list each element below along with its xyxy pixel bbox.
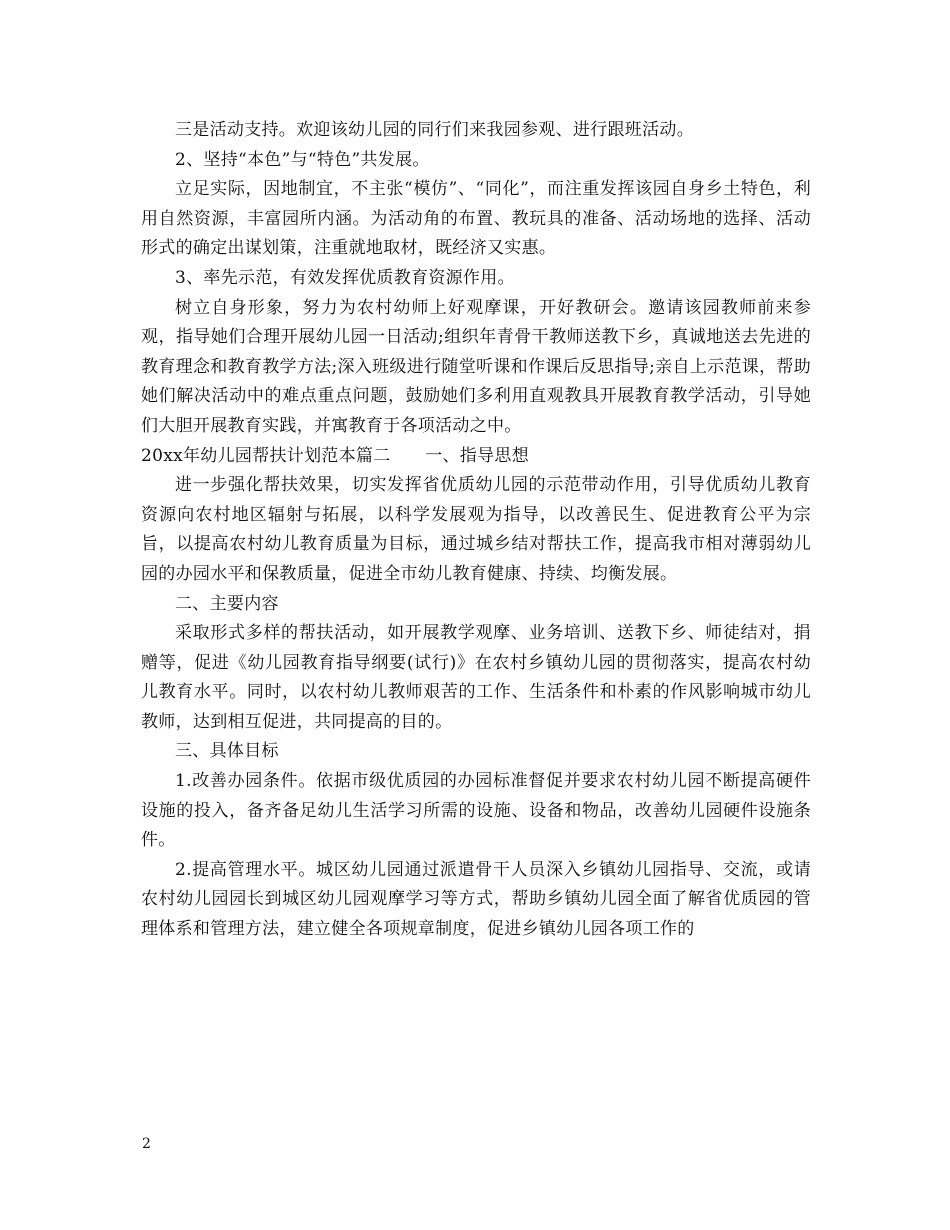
- paragraph-main-content: 采取形式多样的帮扶活动，如开展教学观摩、业务培训、送教下乡、师徒结对，捐赠等，促进《幼儿园教育指导纲要(试行)》在农村乡镇幼儿园的贯彻落实，提高农村幼儿教育水平。同时，以农村幼儿教师艰苦的工作、生活条件和朴素的作风影响城市幼儿教师，达到相互促进，共同提高的目的。: [141, 623, 811, 732]
- paragraph-goal-2: 2.提高管理水平。城区幼儿园通过派遣骨干人员深入乡镇幼儿园指导、交流，或请农村幼儿园园长到城区幼儿园观摩学习等方式，帮助乡镇幼儿园全面了解省优质园的管理体系和管理方法，建立健全各项规章制度，促进乡镇幼儿园各项工作的: [141, 859, 811, 940]
- paragraph-local-features: 立足实际，因地制宜，不主张“模仿”、“同化”，而注重发挥该园自身乡土特色，利用自然资源，丰富园所内涵。为活动角的布置、教玩具的准备、活动场地的选择、活动形式的确定出谋划策，注重就地取材，既经济又实惠。: [141, 179, 811, 259]
- heading-item-3: 3、率先示范，有效发挥优质教育资源作用。: [175, 267, 515, 288]
- heading-main-content: 二、主要内容: [175, 593, 279, 614]
- document-body: [141, 116, 811, 945]
- section-title-part-two: 20xx年幼儿园帮扶计划范本篇二 一、指导思想: [141, 445, 530, 466]
- paragraph-goal-1: 1.改善办园条件。依据市级优质园的办园标准督促并要求农村幼儿园不断提高硬件设施的投入，备齐备足幼儿生活学习所需的设施、设备和物品，改善幼儿园硬件设施条件。: [141, 771, 811, 851]
- page-number: 2: [142, 1136, 151, 1152]
- paragraph-activity-support: 三是活动支持。欢迎该幼儿园的同行们来我园参观、进行跟班活动。: [175, 120, 694, 140]
- paragraph-guiding-ideology: 进一步强化帮扶效果，切实发挥省优质幼儿园的示范带动作用，引导优质幼儿教育资源向农村地区辐射与拓展，以科学发展观为指导，以改善民生、促进教育公平为宗旨，以提高农村幼儿教育质量为目标，通过城乡结对帮扶工作，提高我市相对薄弱幼儿园的办园水平和保教质量，促进全市幼儿教育健康、持续、均衡发展。: [141, 475, 811, 584]
- heading-specific-goals: 三、具体目标: [175, 741, 279, 762]
- heading-item-2: 2、坚持“本色”与“特色”共发展。: [175, 149, 430, 170]
- paragraph-demonstration: 树立自身形象，努力为农村幼师上好观摩课，开好教研会。邀请该园教师前来参观，指导她们合理开展幼儿园一日活动;组织年青骨干教师送教下乡，真诚地送去先进的教育理念和教育教学方法;深入班级进行随堂听课和作课后反思指导;亲自上示范课，帮助她们解决活动中的难点重点问题，鼓励她们多利用直观教具开展教育教学活动，引导她们大胆开展教育实践，并寓教育于各项活动之中。: [141, 297, 811, 436]
